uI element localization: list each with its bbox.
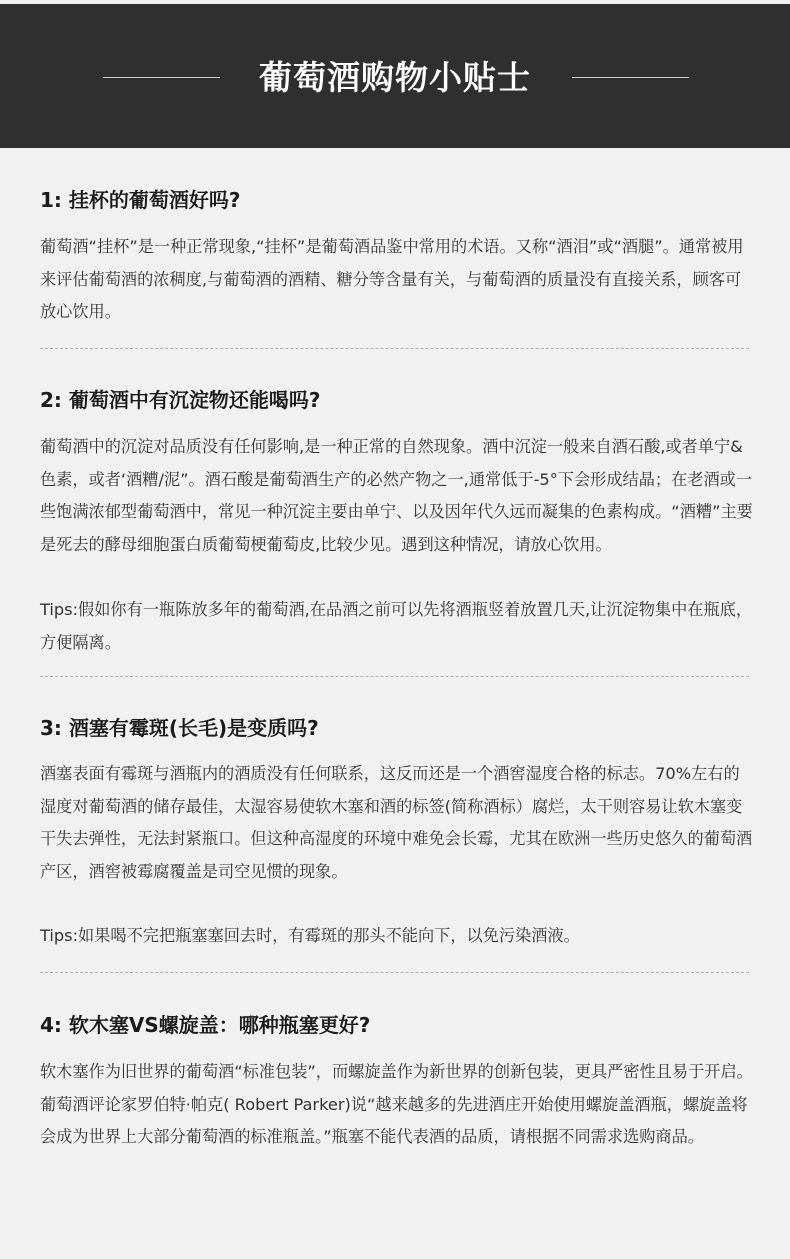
- section-heading: 2: 葡萄酒中有沉淀物还能喝吗?: [40, 388, 321, 412]
- header-banner: [0, 4, 790, 148]
- tip-section-4: [0, 972, 790, 1212]
- section-tips: Tips:假如你有一瓶陈放多年的葡萄酒,在品酒之前可以先将酒瓶竖着放置几天,让沉淀物集中在瓶底，方便隔离。: [40, 600, 753, 652]
- section-body: 软木塞作为旧世界的葡萄酒“标准包装”，而螺旋盖作为新世界的创新包装，更具严密性且易于开启。葡萄酒评论家罗伯特·帕克( Robert Parker)说“越来越多的先进酒庄开始使用螺旋盖酒瓶，螺旋盖将会成为世界上大部分葡萄酒的标准瓶盖。”瓶塞不能代表酒的品质，请根据不同需求选购商品。: [40, 1062, 753, 1146]
- tip-section-1: [0, 148, 790, 358]
- section-tips: Tips:如果喝不完把瓶塞塞回去时，有霉斑的那头不能向下，以免污染酒液。: [40, 926, 580, 945]
- tip-section-3: [0, 676, 790, 972]
- section-heading: 3: 酒塞有霉斑(长毛)是变质吗?: [40, 716, 319, 740]
- page-title: 葡萄酒购物小贴士: [259, 58, 531, 97]
- section-body: 葡萄酒中的沉淀对品质没有任何影响,是一种正常的自然现象。酒中沉淀一般来自酒石酸,或者单宁&色素，或者‘酒糟/泥”。酒石酸是葡萄酒生产的必然产物之一,通常低于-5°下会形成结晶；在老酒或一些饱满浓郁型葡萄酒中，常见一种沉淀主要由单宁、以及因年代久远而凝集的色素构成。“酒糟”主要是死去的酵母细胞蛋白质葡萄梗葡萄皮,比较少见。遇到这种情况，请放心饮用。: [40, 437, 753, 554]
- title-right-rule: [572, 77, 689, 78]
- section-body: 酒塞表面有霉斑与酒瓶内的酒质没有任何联系，这反而还是一个酒窖湿度合格的标志。70%左右的湿度对葡萄酒的储存最佳，太湿容易使软木塞和酒的标签(简称酒标）腐烂，太干则容易让软木塞变干失去弹性，无法封紧瓶口。但这种高湿度的环境中难免会长霉，尤其在欧洲一些历史悠久的葡萄酒产区，酒窖被霉腐覆盖是司空见惯的现象。: [40, 764, 753, 881]
- section-heading: 1: 挂杯的葡萄酒好吗?: [40, 188, 241, 212]
- section-body: 葡萄酒“挂杯”是一种正常现象,“挂杯”是葡萄酒品鉴中常用的术语。又称“酒泪”或“酒腿”。通常被用来评估葡萄酒的浓稠度,与葡萄酒的酒精、糖分等含量有关，与葡萄酒的质量没有直接关系，顾客可放心饮用。: [40, 237, 744, 321]
- section-heading: 4: 软木塞VS螺旋盖：哪种瓶塞更好?: [40, 1013, 371, 1037]
- tip-section-2: [0, 348, 790, 678]
